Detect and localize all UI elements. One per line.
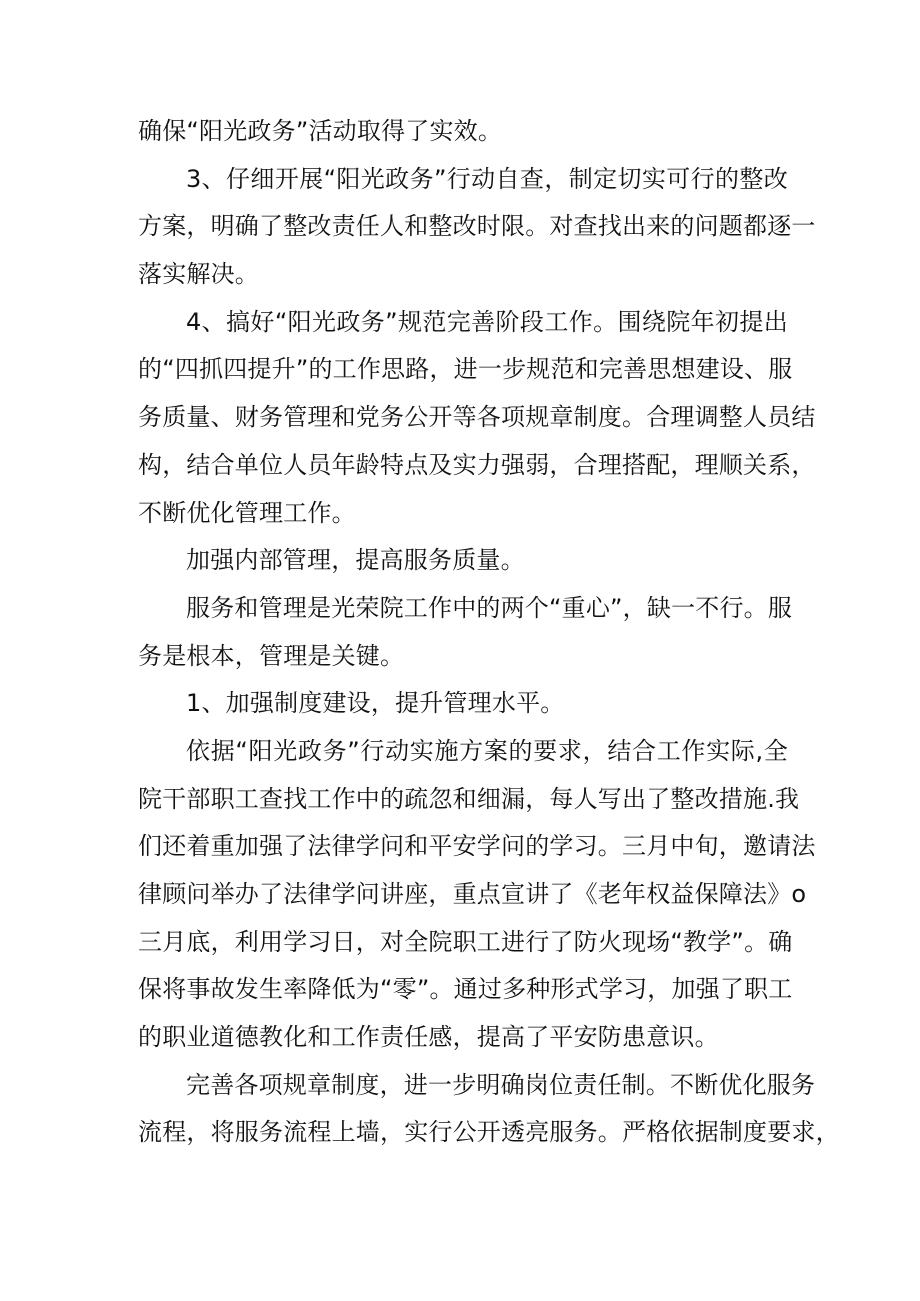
text-line: 服务和管理是光荣院工作中的两个“重心”，缺一不行。服 — [186, 593, 793, 622]
text-line: 依据“阳光政务”行动实施方案的要求，结合工作实际,全 — [186, 736, 788, 765]
text-line: 务是根本，管理是关键。 — [138, 641, 405, 670]
text-line: 的“四抓四提升”的工作思路，进一步规范和完善思想建设、服 — [138, 355, 793, 384]
text-line: 们还着重加强了法律学问和平安学问的学习。三月中旬，邀请法 — [138, 832, 816, 861]
text-line: 保将事故发生率降低为“零”。通过多种形式学习，加强了职工 — [138, 975, 793, 1004]
text-line: 律顾问举办了法律学问讲座，重点宣讲了《老年权益保障法》o — [138, 880, 807, 908]
text-line: 完善各项规章制度，进一步明确岗位责任制。不断优化服务 — [186, 1070, 816, 1099]
text-line: 不断优化管理工作。 — [138, 498, 356, 527]
text-line: 1、加强制度建设，提升管理水平。 — [186, 689, 565, 718]
text-line: 3、仔细开展“阳光政务”行动自查，制定切实可行的整改 — [186, 164, 788, 193]
text-line: 构，结合单位人员年龄特点及实力强弱，合理搭配，理顺关系， — [138, 450, 816, 479]
text-line: 的职业道德教化和工作责任感，提高了平安防患意识。 — [138, 1023, 719, 1052]
text-line: 确保“阳光政务”活动取得了实效。 — [138, 117, 503, 145]
text-line: 三月底，利用学习日，对全院职工进行了防火现场“教学”。确 — [138, 927, 793, 956]
text-line: 流程，将服务流程上墙，实行公开透亮服务。严格依据制度要求， — [138, 1118, 840, 1147]
text-line: 务质量、财务管理和党务公开等各项规章制度。合理调整人员结 — [138, 403, 816, 432]
text-line: 方案，明确了整改责任人和整改时限。对查找出来的问题都逐一 — [138, 212, 816, 241]
text-line: 4、搞好“阳光政务”规范完善阶段工作。围绕院年初提出 — [186, 307, 788, 336]
document-body — [138, 108, 840, 1157]
text-line: 加强内部管理，提高服务质量。 — [186, 546, 525, 575]
text-line: 落实解决。 — [138, 260, 259, 289]
text-line: 院干部职工查找工作中的疏忽和细漏，每人写出了整改措施.我 — [138, 784, 800, 813]
